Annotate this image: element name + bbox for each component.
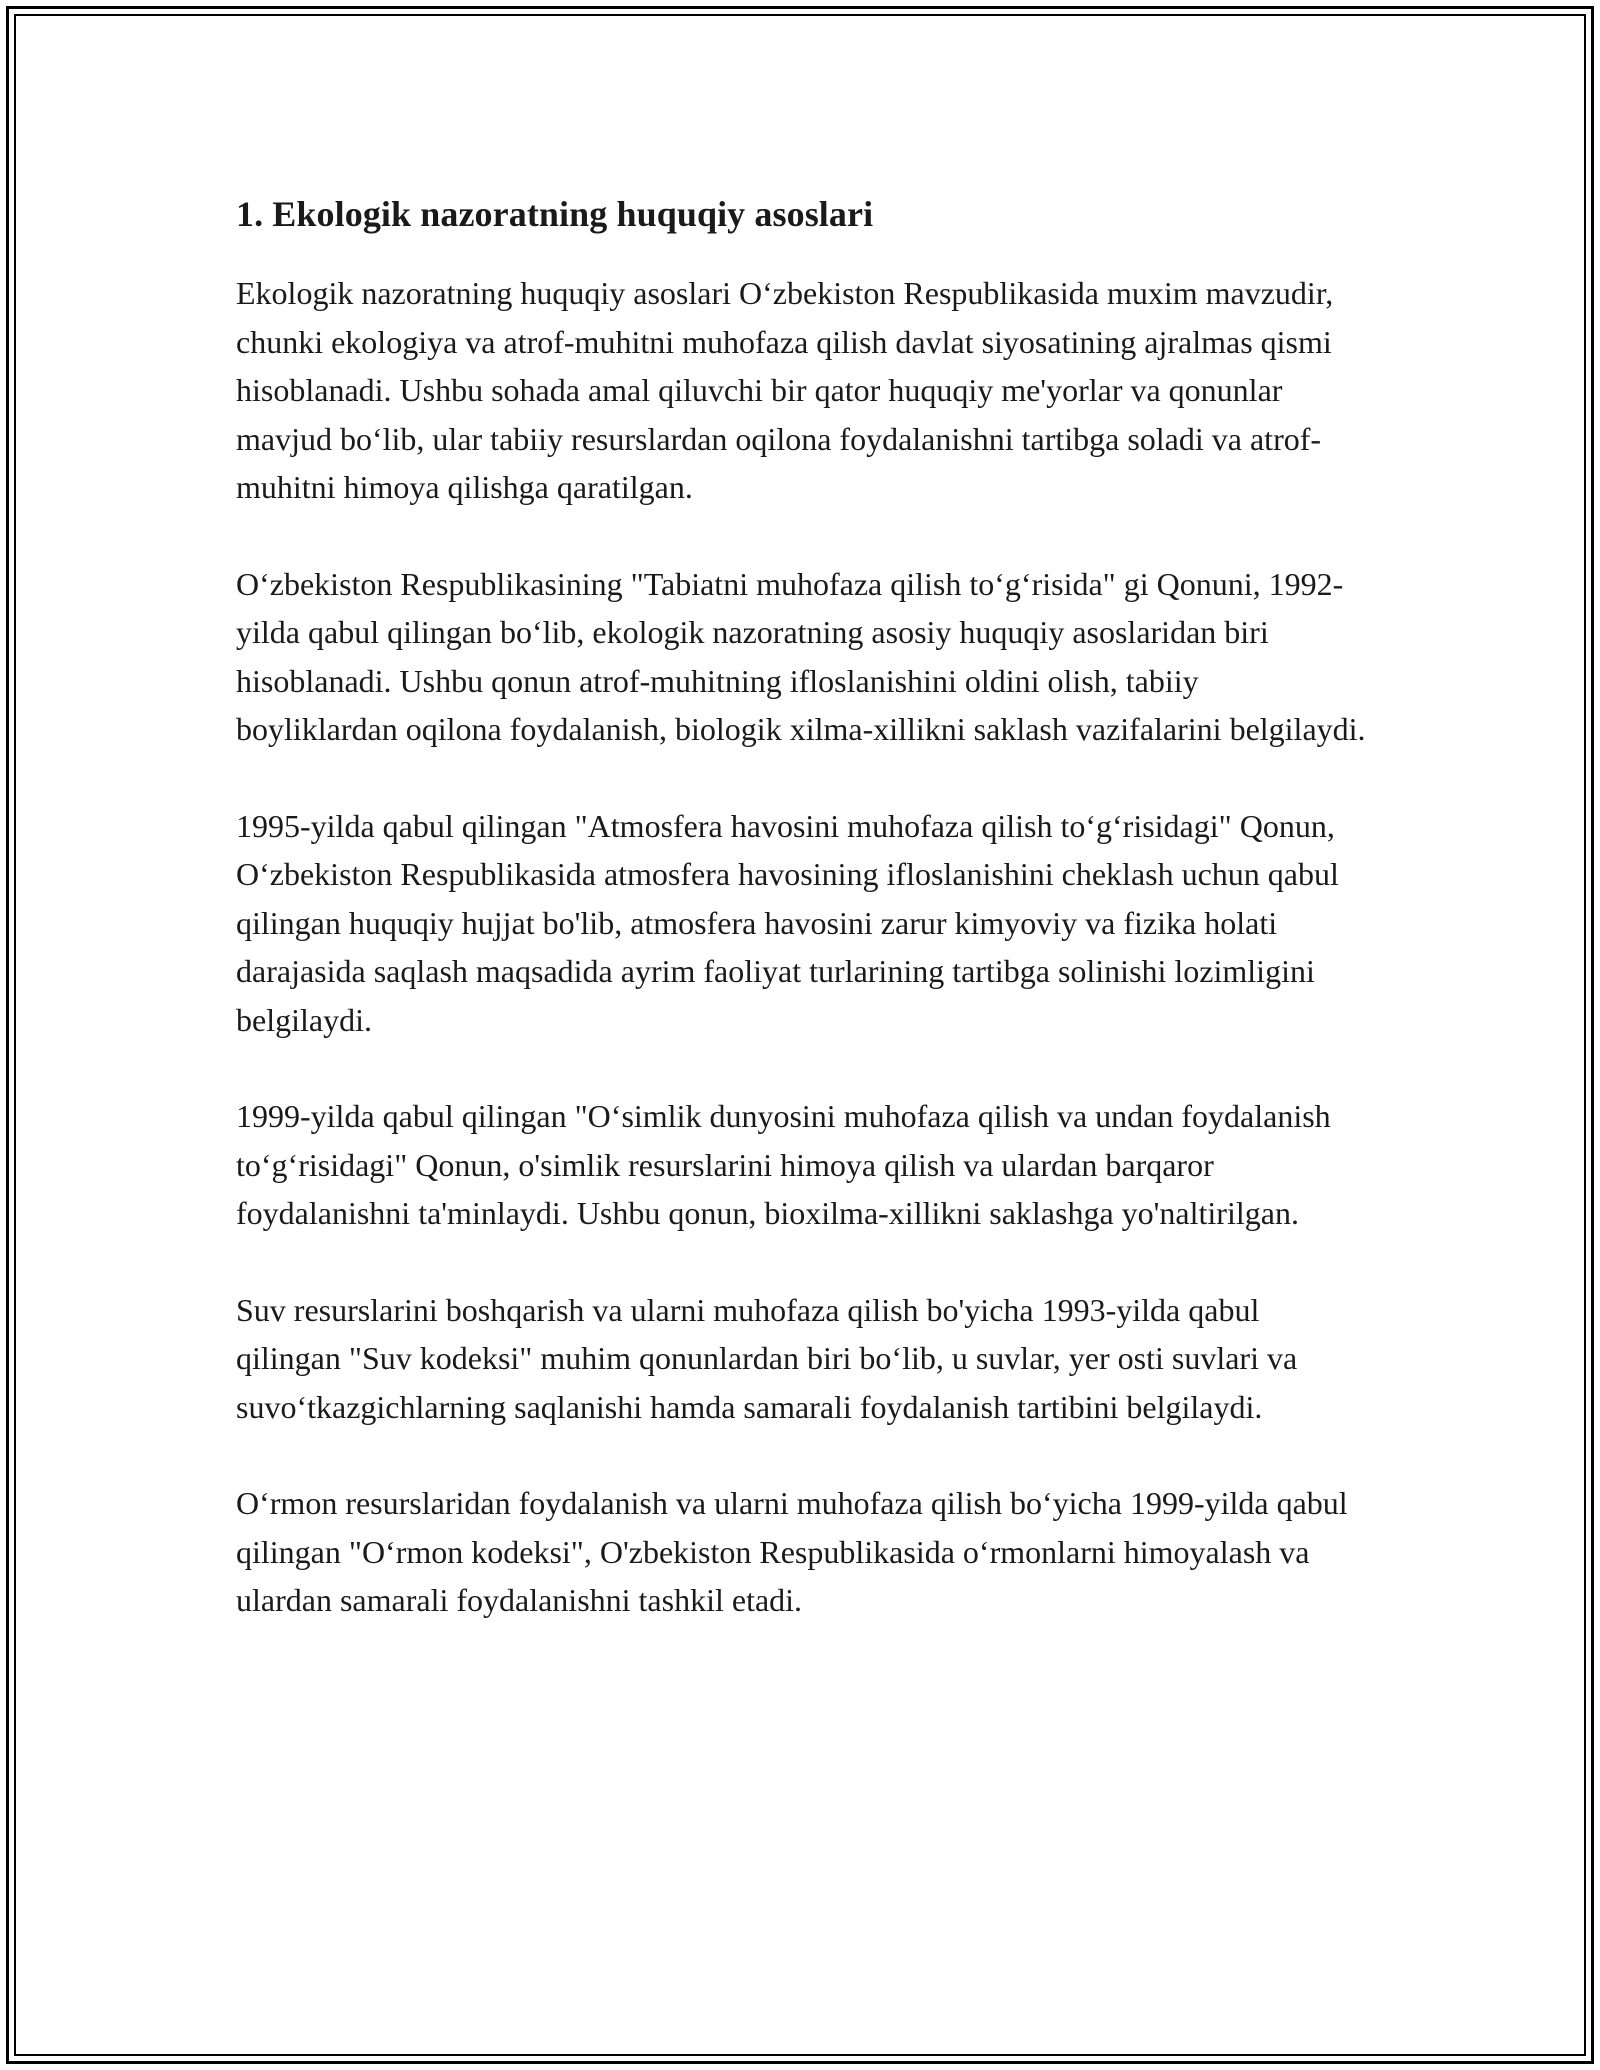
paragraph-intro: Ekologik nazoratning huquqiy asoslari O‘zbekiston Respublikasida muxim mavzudir, chunki ekologiya va atrof-muhitni muhofaza qilish davlat siyosatining ajralmas qismi hisoblanadi. Ushbu sohada amal qiluvchi bir qator huquqiy me'yorlar va qonunlar mavjud bo‘lib, ular tabiiy resurslardan oqilona foydalanishni tartibga soladi va atrof-muhitni himoya qilishga qaratilgan. xyxy=(236,275,1334,505)
paragraph-water-code: Suv resurslarini boshqarish va ularni muhofaza qilish bo'yicha 1993-yilda qabul qilingan "Suv kodeksi" muhim qonunlardan biri bo‘lib, u suvlar, yer osti suvlari va suvo‘tkazgichlarning saqlanishi hamda samarali foydalanish tartibini belgilaydi. xyxy=(236,1291,1298,1425)
paragraph-atmosphere-law: 1995-yilda qabul qilingan "Atmosfera havosini muhofaza qilish to‘g‘risidagi" Qonun, O‘zbekiston Respublikasida atmosfera havosining ifloslanishini cheklash uchun qabul qilingan huquqiy hujjat bo'lib, atmosfera havosini zarur kimyoviy va fizika holati darajasida saqlash maqsadida ayrim faoliyat turlarining tartibga solinishi lozimligini belgilaydi. xyxy=(236,807,1339,1038)
paragraph-plant-world-law: 1999-yilda qabul qilingan "O‘simlik dunyosini muhofaza qilish va undan foydalanish to‘g‘risidagi" Qonun, o'simlik resurslarini himoya qilish va ulardan barqaror foydalanishni ta'minlaydi. Ushbu qonun, bioxilma-xillikni saklashga yo'naltirilgan. xyxy=(236,1098,1331,1231)
section-heading: 1. Ekologik nazoratning huquqiy asoslari xyxy=(236,194,874,234)
paragraph-nature-protection-law: O‘zbekiston Respublikasining "Tabiatni muhofaza qilish to‘g‘risida" gi Qonuni, 1992-yilda qabul qilingan bo‘lib, ekologik nazoratning asosiy huquqiy asoslaridan biri hisoblanadi. Ushbu qonun atrof-muhitning ifloslanishini oldini olish, tabiiy boyliklardan oqilona foydalanish, biologik xilma-xillikni saklash vazifalarini belgilaydi. xyxy=(236,565,1366,747)
document-body xyxy=(236,185,1366,1673)
paragraph-forest-code: O‘rmon resurslaridan foydalanish va ularni muhofaza qilish bo‘yicha 1999-yilda qabul qilingan "O‘rmon kodeksi", O'zbekiston Respublikasida o‘rmonlarni himoyalash va ulardan samarali foydalanishni tashkil etadi. xyxy=(236,1485,1348,1618)
